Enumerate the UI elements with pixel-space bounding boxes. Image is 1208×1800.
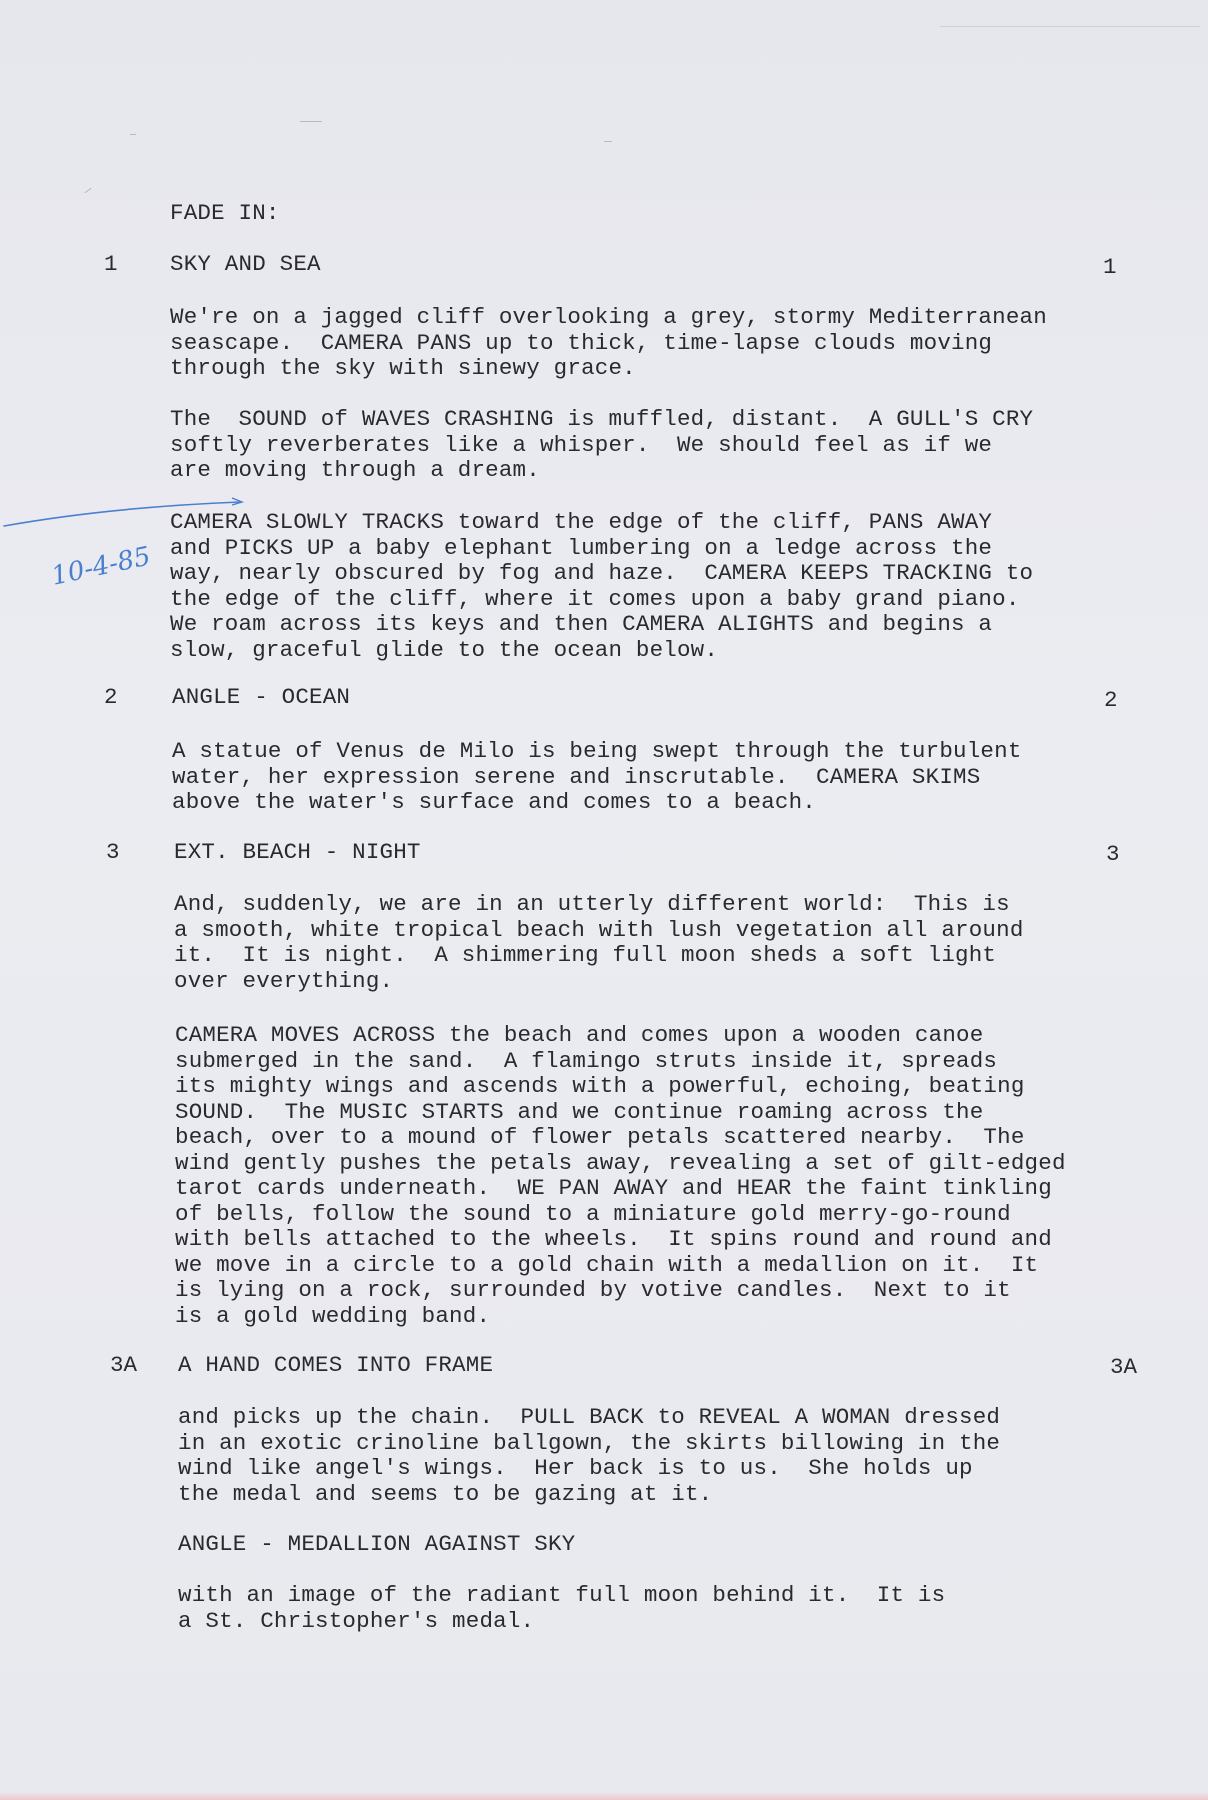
- handwritten-date: 10-4-85: [48, 541, 154, 592]
- scene-heading: ANGLE - OCEAN: [172, 684, 351, 710]
- scene-number-left: 1: [104, 251, 118, 277]
- action-paragraph: with an image of the radiant full moon behind it. It is a St. Christopher's medal.: [178, 1582, 946, 1634]
- shot-heading: ANGLE - MEDALLION AGAINST SKY: [178, 1531, 576, 1557]
- paper-speck: [130, 134, 136, 135]
- paper-speck: [604, 141, 612, 142]
- scene-number-left: 3A: [110, 1352, 138, 1378]
- action-paragraph: And, suddenly, we are in an utterly different world: This is a smooth, white tropical beach with lush vegetation all around it. It is night. A shimmering full moon sheds a soft light over everything.: [174, 891, 1024, 994]
- scene-number-left: 3: [106, 839, 120, 865]
- action-paragraph: The SOUND of WAVES CRASHING is muffled, distant. A GULL'S CRY softly reverberates like a whisper. We should feel as if we are moving through a dream.: [170, 406, 1034, 483]
- action-paragraph: CAMERA MOVES ACROSS the beach and comes upon a wooden canoe submerged in the sand. A flamingo struts inside it, spreads its mighty wings and ascends with a powerful, echoing, beating SOUND. The MUSIC STARTS and we continue roaming across the beach, over to a mound of flower petals scattered nearby. The wind gently pushes the petals away, revealing a set of gilt-edged tarot cards underneath. WE PAN AWAY and HEAR the faint tinkling of bells, follow the sound to a miniature gold merry-go-round with bells attached to the wheels. It spins round and round and we move in a circle to a gold chain with a medallion on it. It is lying on a rock, surrounded by votive candles. Next to it is a gold wedding band.: [175, 1022, 1066, 1329]
- action-paragraph: CAMERA SLOWLY TRACKS toward the edge of the cliff, PANS AWAY and PICKS UP a baby elephant lumbering on a ledge across the way, nearly obscured by fog and haze. CAMERA KEEPS TRACKING to the edge of the cliff, where it comes upon a baby grand piano. We roam across its keys and then CAMERA ALIGHTS and begins a slow, graceful glide to the ocean below.: [170, 509, 1034, 663]
- page-bottom-edge: [0, 1792, 1208, 1800]
- action-paragraph: A statue of Venus de Milo is being swept through the turbulent water, her expression serene and inscrutable. CAMERA SKIMS above the water's surface and comes to a beach.: [172, 738, 1022, 815]
- fade-in-transition: FADE IN:: [170, 200, 280, 226]
- scene-heading: SKY AND SEA: [170, 251, 321, 277]
- scene-heading: EXT. BEACH - NIGHT: [174, 839, 421, 865]
- paper-speck: [300, 121, 322, 122]
- paper-speck: [84, 188, 91, 193]
- action-paragraph: We're on a jagged cliff overlooking a grey, stormy Mediterranean seascape. CAMERA PANS up to thick, time-lapse clouds moving through the sky with sinewy grace.: [170, 304, 1047, 381]
- scene-number-right: 3: [1106, 841, 1120, 867]
- scene-heading: A HAND COMES INTO FRAME: [178, 1352, 494, 1378]
- paper-speck: [940, 26, 1200, 27]
- scene-number-right: 3A: [1110, 1354, 1138, 1380]
- action-paragraph: and picks up the chain. PULL BACK to REVEAL A WOMAN dressed in an exotic crinoline ballgown, the skirts billowing in the wind like angel's wings. Her back is to us. She holds up the medal and seems to be gazing at it.: [178, 1404, 1001, 1507]
- scene-number-right: 2: [1104, 687, 1118, 713]
- scene-number-left: 2: [104, 684, 118, 710]
- scene-number-right: 1: [1103, 254, 1117, 280]
